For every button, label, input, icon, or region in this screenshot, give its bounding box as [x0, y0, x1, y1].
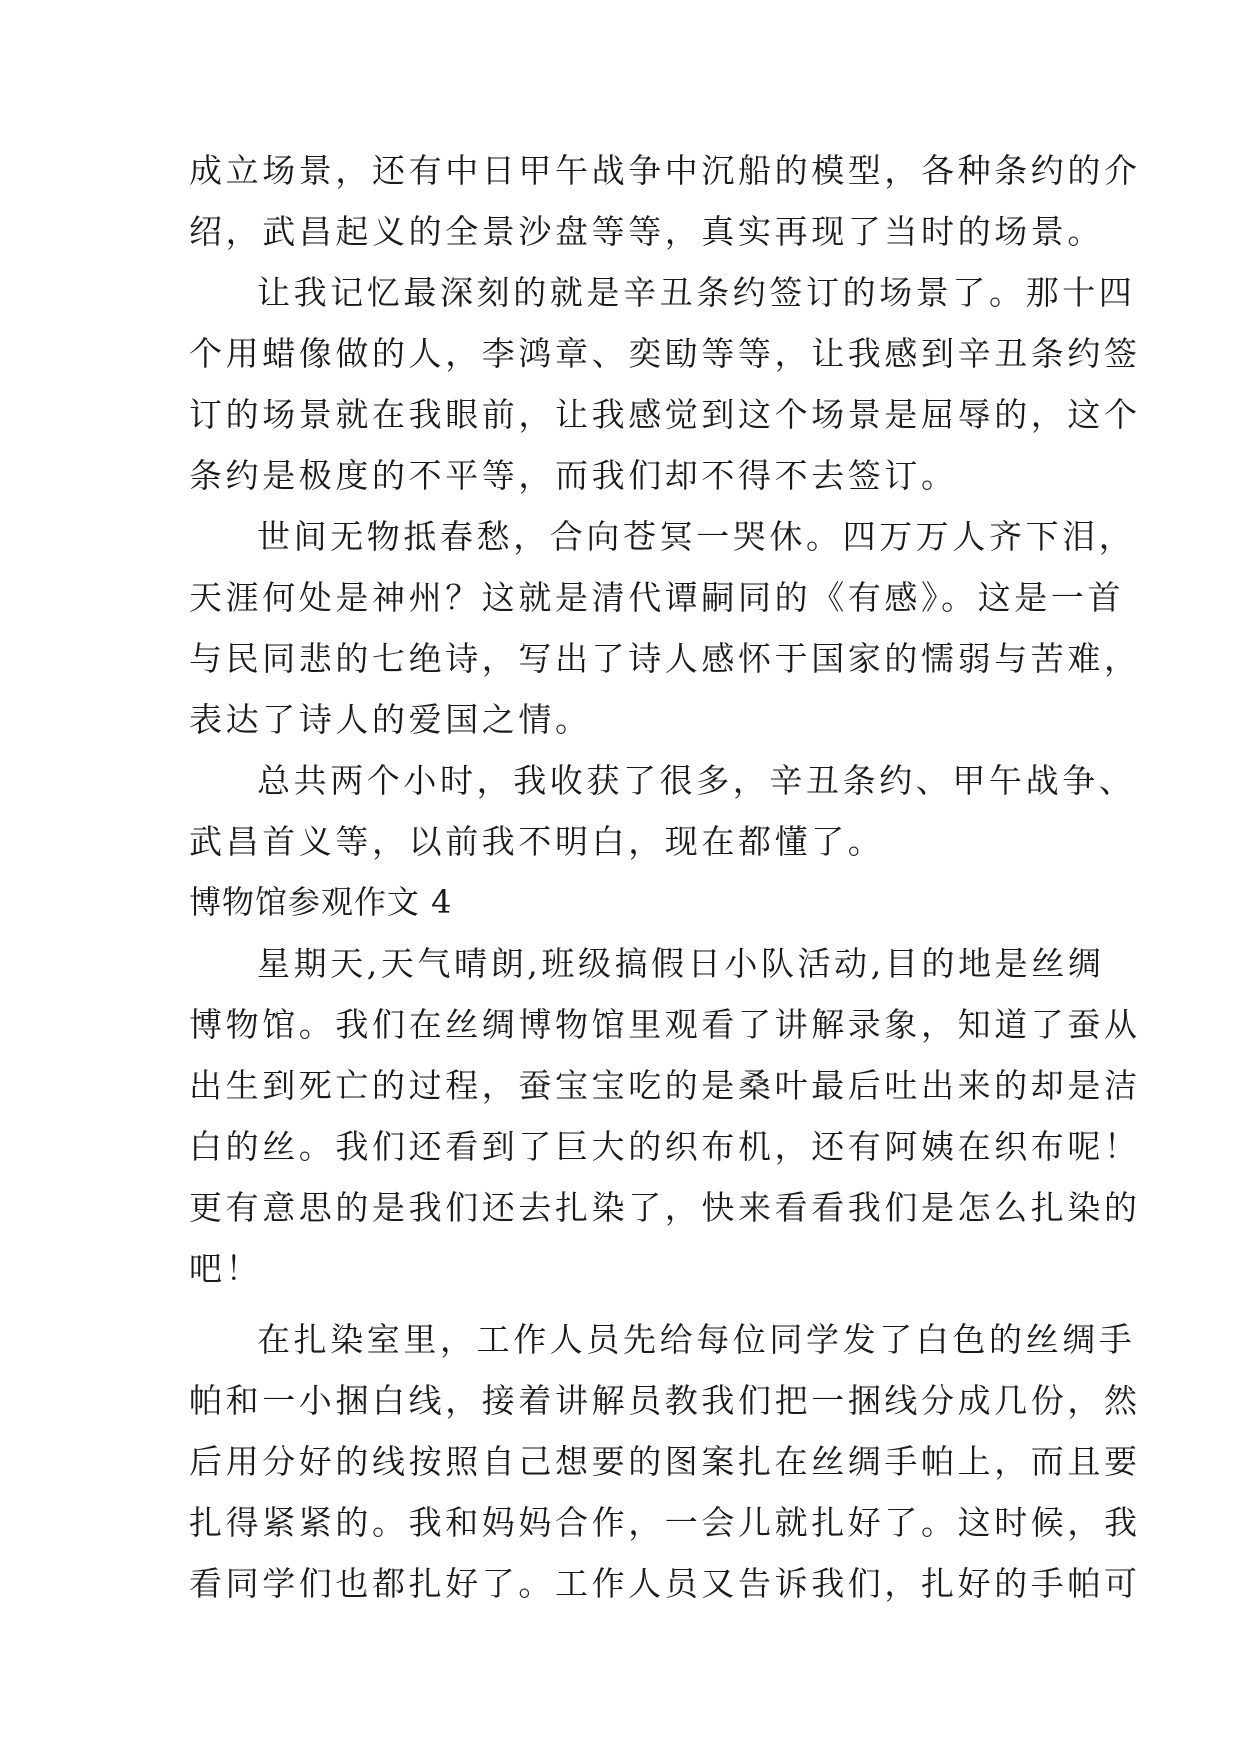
text-line: 扎得紧紧的。我和妈妈合作，一会儿就扎好了。这时候，我: [189, 1503, 1141, 1542]
text-line: 白的丝。我们还看到了巨大的织布机，还有阿姨在织布呢！: [189, 1127, 1141, 1166]
paragraph-start-line: 在扎染室里，工作人员先给每位同学发了白色的丝绸手: [257, 1320, 1136, 1359]
text-line: 吧！: [189, 1249, 263, 1288]
text-line: 条约是极度的不平等，而我们却不得不去签订。: [189, 456, 958, 495]
text-line: 出生到死亡的过程，蚕宝宝吃的是桑叶最后吐出来的却是洁: [189, 1066, 1141, 1105]
text-line: 博物馆。我们在丝绸博物馆里观看了讲解录象，知道了蚕从: [189, 1005, 1141, 1044]
paragraph-start-line: 总共两个小时，我收获了很多，辛丑条约、甲午战争、: [257, 761, 1136, 800]
text-line: 表达了诗人的爱国之情。: [189, 700, 592, 739]
text-line: 帕和一小捆白线，接着讲解员教我们把一捆线分成几份，然: [189, 1381, 1141, 1420]
text-line: 看同学们也都扎好了。工作人员又告诉我们，扎好的手帕可: [189, 1564, 1141, 1603]
paragraph-start-line: 让我记忆最深刻的就是辛丑条约签订的场景了。那十四: [257, 273, 1136, 312]
paragraph-start-line: 星期天,天气晴朗,班级搞假日小队活动,目的地是丝绸: [257, 944, 1105, 983]
paragraph-start-line: 世间无物抵春愁，合向苍冥一哭休。四万万人齐下泪，: [257, 517, 1136, 556]
text-line: 更有意思的是我们还去扎染了，快来看看我们是怎么扎染的: [189, 1188, 1141, 1227]
text-line: 绍，武昌起义的全景沙盘等等，真实再现了当时的场景。: [189, 212, 1104, 251]
text-line: 后用分好的线按照自己想要的图案扎在丝绸手帕上，而且要: [189, 1442, 1141, 1481]
text-line: 个用蜡像做的人，李鸿章、奕劻等等，让我感到辛丑条约签: [189, 334, 1141, 373]
section-heading: 博物馆参观作文 4: [189, 883, 453, 921]
text-line: 订的场景就在我眼前，让我感觉到这个场景是屈辱的，这个: [189, 395, 1141, 434]
text-line: 天涯何处是神州？这就是清代谭嗣同的《有感》。这是一首: [189, 578, 1125, 617]
paragraph-spacer: [189, 1299, 1059, 1309]
text-line: 武昌首义等，以前我不明白，现在都懂了。: [189, 822, 885, 861]
text-line: 与民同悲的七绝诗，写出了诗人感怀于国家的懦弱与苦难，: [189, 639, 1141, 678]
text-line: 成立场景，还有中日甲午战争中沉船的模型，各种条约的介: [189, 151, 1141, 190]
document-page: [189, 140, 1141, 1614]
